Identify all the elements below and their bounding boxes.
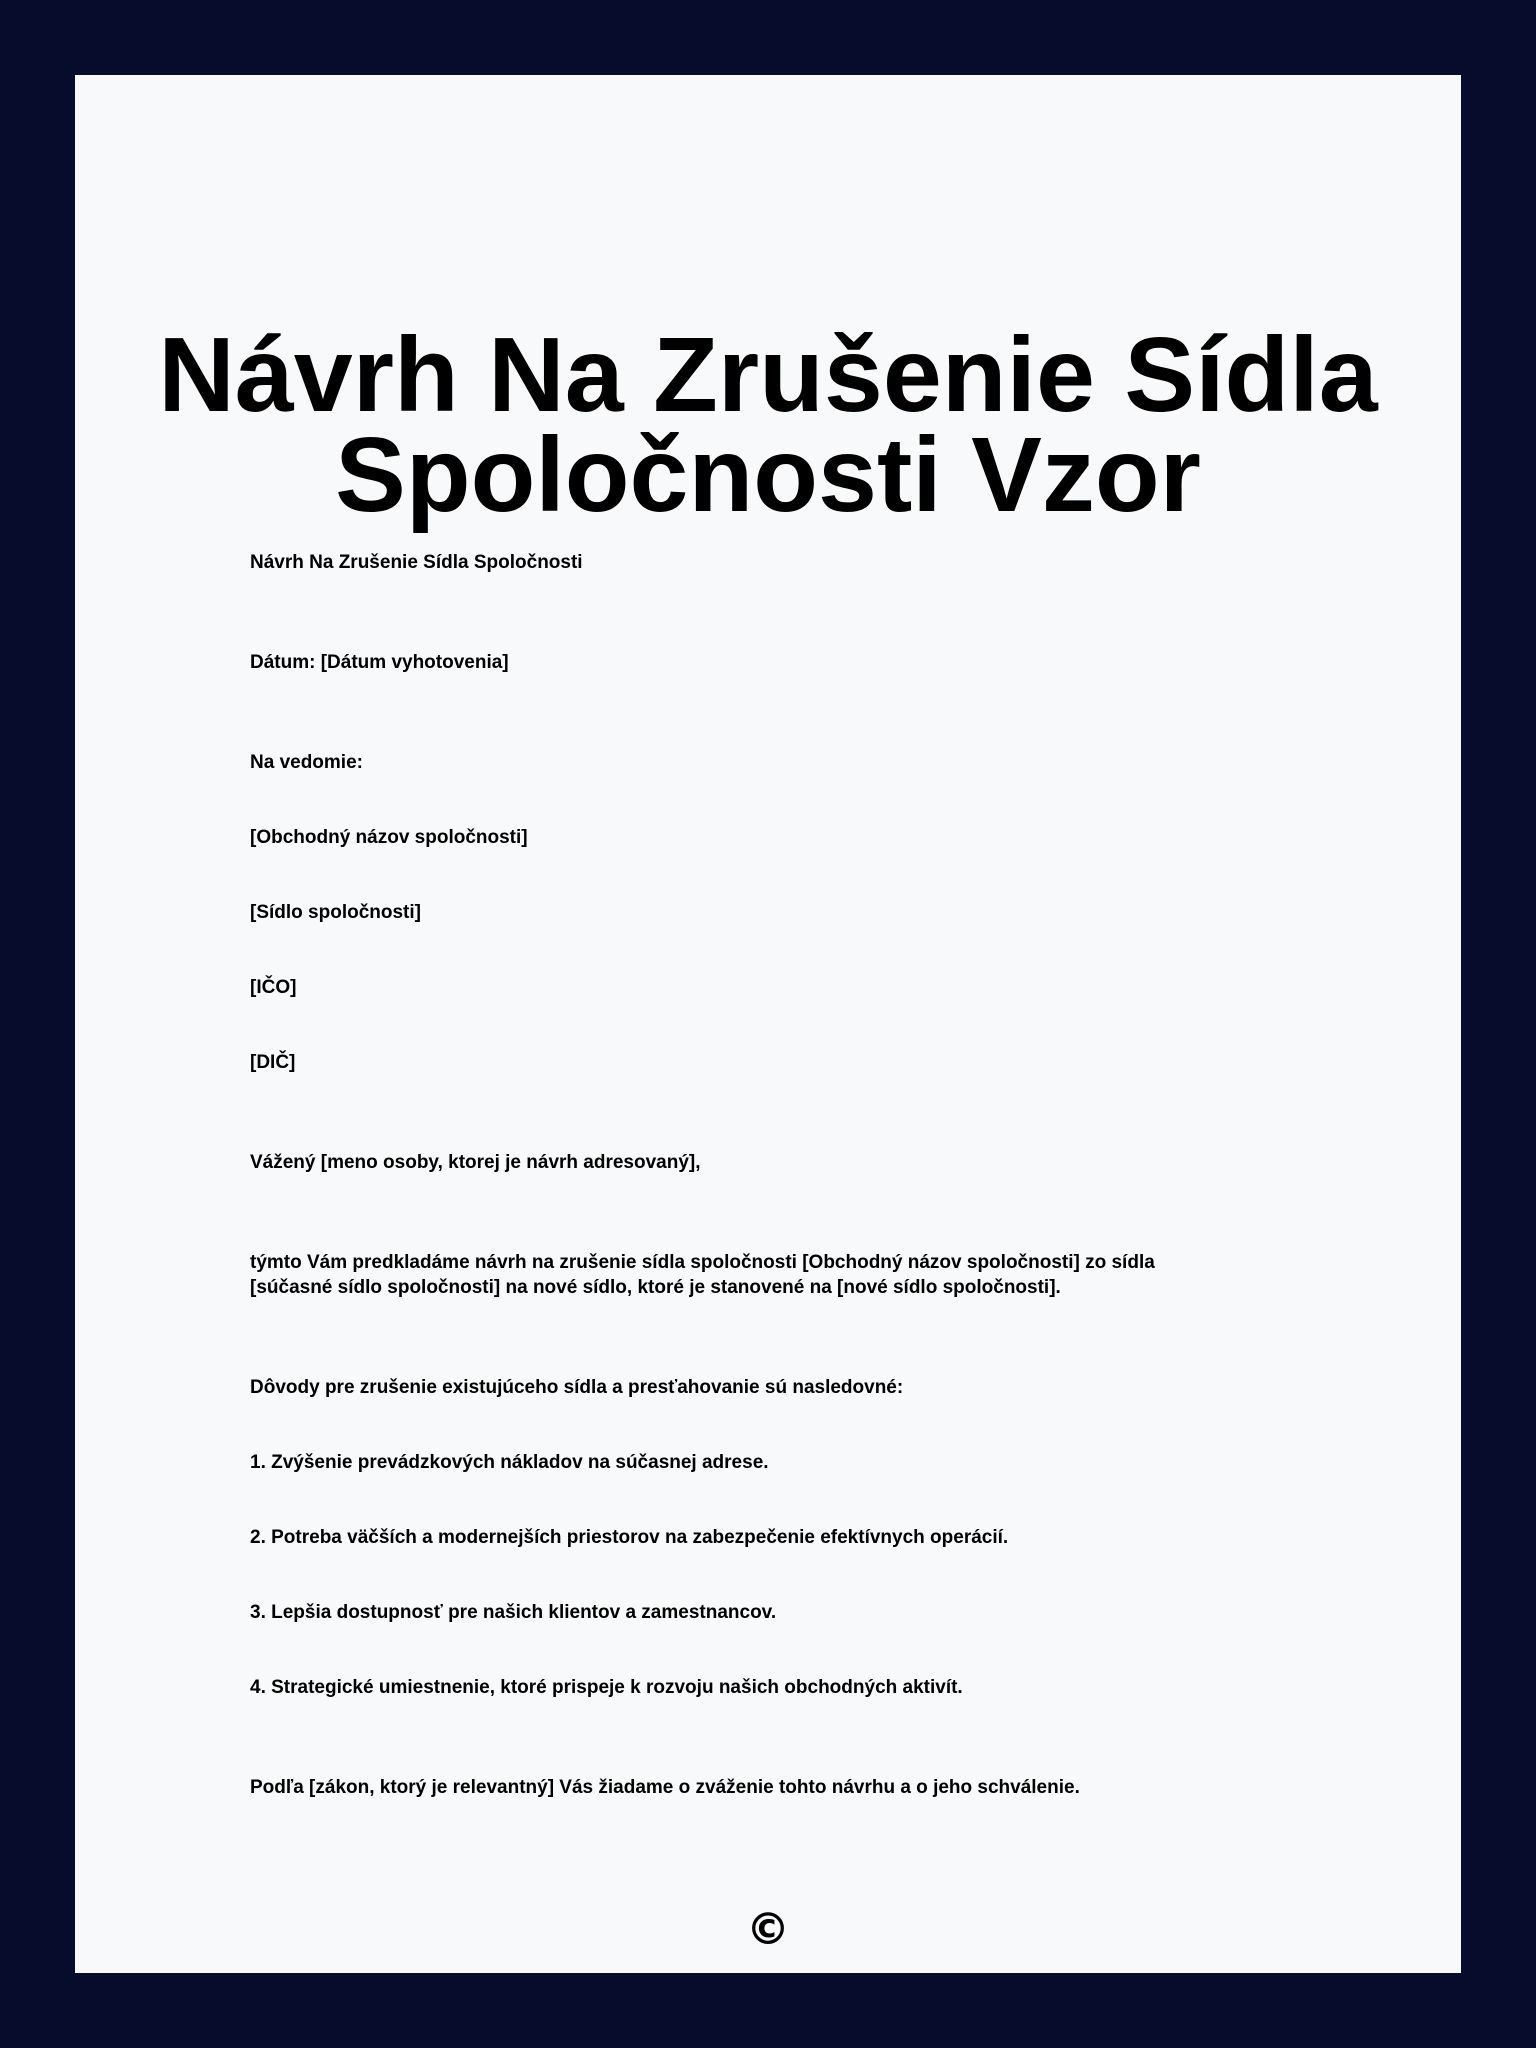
copyright-icon: © (746, 1904, 790, 1955)
document-page (75, 75, 1461, 1973)
recipient-dic: [DIČ] (250, 1052, 296, 1073)
recipient-ico: [IČO] (250, 977, 297, 998)
document-title-line-2: Spoločnosti Vzor (335, 416, 1201, 534)
document-title-line-1: Návrh Na Zrušenie Sídla (158, 316, 1378, 434)
reason-item-3: 3. Lepšia dostupnosť pre našich klientov a zamestnancov. (250, 1602, 777, 1623)
document-title (75, 316, 1461, 534)
document-heading: Návrh Na Zrušenie Sídla Spoločnosti (250, 552, 583, 573)
reasons-intro: Dôvody pre zrušenie existujúceho sídla a presťahovanie sú nasledovné: (250, 1377, 904, 1398)
intro-paragraph-line-2: [súčasné sídlo spoločnosti] na nové sídlo, ktoré je stanovené na [nové sídlo spoločnosti]. (250, 1277, 1061, 1298)
recipient-company-seat: [Sídlo spoločnosti] (250, 902, 421, 923)
document-date: Dátum: [Dátum vyhotovenia] (250, 652, 509, 673)
attention-label: Na vedomie: (250, 752, 363, 773)
recipient-company-name: [Obchodný názov spoločnosti] (250, 827, 528, 848)
reason-item-1: 1. Zvýšenie prevádzkových nákladov na súčasnej adrese. (250, 1452, 769, 1473)
reason-item-4: 4. Strategické umiestnenie, ktoré prispeje k rozvoju našich obchodných aktivít. (250, 1677, 963, 1698)
closing-paragraph: Podľa [zákon, ktorý je relevantný] Vás žiadame o zváženie tohto návrhu a o jeho schválenie. (250, 1777, 1080, 1798)
reason-item-2: 2. Potreba väčších a modernejších priestorov na zabezpečenie efektívnych operácií. (250, 1527, 1009, 1548)
salutation: Vážený [meno osoby, ktorej je návrh adresovaný], (250, 1152, 701, 1173)
intro-paragraph-line-1: týmto Vám predkladáme návrh na zrušenie sídla spoločnosti [Obchodný názov spoločnosti] zo sídla (250, 1252, 1155, 1273)
